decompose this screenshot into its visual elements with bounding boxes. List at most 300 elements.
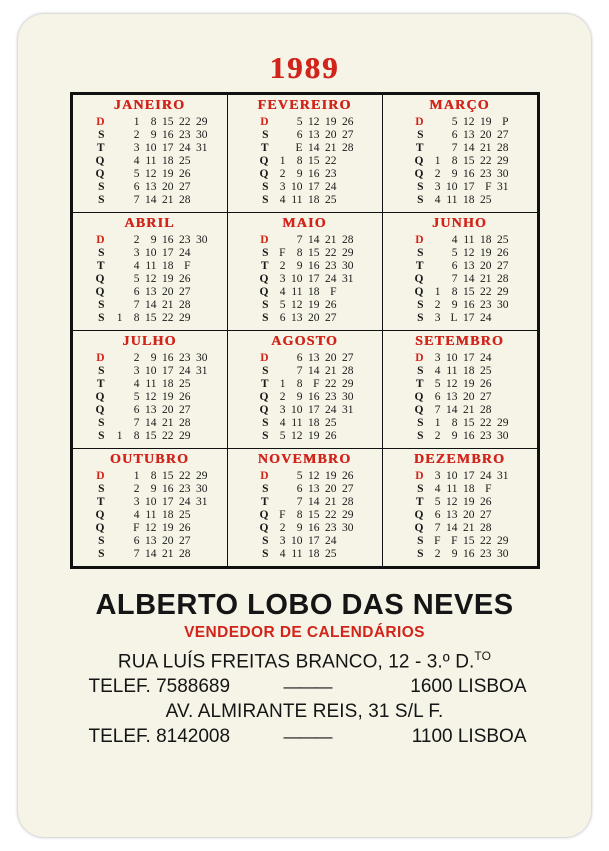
calendar-quarter-row xyxy=(72,331,537,449)
day-cell: F xyxy=(485,181,492,194)
day-cell-empty xyxy=(339,168,356,181)
weekday-label: S xyxy=(98,194,105,207)
weekday-label: S xyxy=(262,181,269,194)
day-cell: 29 xyxy=(179,430,191,443)
day-cell: 5 xyxy=(133,273,140,286)
day-cell: 7 xyxy=(434,522,441,535)
day-cell: 2 xyxy=(279,391,286,404)
day-cell: 6 xyxy=(279,312,286,325)
day-cell: 16 xyxy=(162,483,174,496)
day-cell: 1 xyxy=(434,417,441,430)
day-cell: 1 xyxy=(133,116,140,129)
day-cell: 17 xyxy=(162,365,174,378)
day-cell: 23 xyxy=(325,391,337,404)
month-agosto xyxy=(228,331,382,448)
day-cell: 2 xyxy=(434,168,441,181)
day-cell: 22 xyxy=(325,155,337,168)
day-cell: F xyxy=(184,260,191,273)
day-cell: 23 xyxy=(325,168,337,181)
day-cell-empty xyxy=(108,365,125,378)
day-cell: 20 xyxy=(325,352,337,365)
day-cell: 13 xyxy=(145,535,157,548)
vendor-name: ALBERTO LOBO DAS NEVES xyxy=(95,589,514,621)
weekday-row xyxy=(90,142,210,155)
weekday-row xyxy=(90,168,210,181)
day-cell-empty xyxy=(193,430,210,443)
day-cell: 12 xyxy=(463,247,475,260)
day-cell: 11 xyxy=(145,509,157,522)
address-line-1 xyxy=(18,649,591,673)
month-setembro xyxy=(383,331,537,448)
calendar-card xyxy=(18,14,591,837)
day-cell: 11 xyxy=(446,194,458,207)
day-cell: 29 xyxy=(497,286,509,299)
day-cell: 22 xyxy=(480,535,492,548)
day-cell: F xyxy=(330,286,337,299)
weekday-row xyxy=(90,260,210,273)
day-cell: 16 xyxy=(162,352,174,365)
weekday-row xyxy=(409,247,511,260)
weekday-row xyxy=(254,483,356,496)
weekday-label: Q xyxy=(414,168,424,181)
day-cell: 13 xyxy=(463,260,475,273)
day-cell: 28 xyxy=(497,142,509,155)
weekday-row xyxy=(254,155,356,168)
day-cell: 7 xyxy=(451,273,458,286)
day-cell: 19 xyxy=(480,116,492,129)
weekday-row xyxy=(254,404,356,417)
day-cell: 17 xyxy=(162,496,174,509)
day-cell: 9 xyxy=(296,391,303,404)
weekday-label: D xyxy=(415,352,424,365)
day-cell-empty xyxy=(193,522,210,535)
day-cell: 28 xyxy=(342,234,354,247)
weekday-row xyxy=(90,548,210,561)
day-cell: 9 xyxy=(451,168,458,181)
day-cell: 2 xyxy=(434,548,441,561)
weekday-label: S xyxy=(262,247,269,260)
day-cell: 8 xyxy=(296,247,303,260)
month-junho xyxy=(383,213,537,330)
day-cell-empty xyxy=(108,168,125,181)
weekday-label: S xyxy=(98,548,105,561)
day-cell: 3 xyxy=(133,142,140,155)
day-cell: 2 xyxy=(279,522,286,535)
month-cell xyxy=(227,449,382,567)
weekday-row xyxy=(90,129,210,142)
day-cell: 21 xyxy=(463,522,475,535)
month-days-grid xyxy=(254,116,356,207)
weekday-row xyxy=(409,496,511,509)
day-cell: 24 xyxy=(480,312,492,325)
day-cell-empty xyxy=(494,496,511,509)
month-days-grid xyxy=(409,352,511,443)
day-cell: 2 xyxy=(279,168,286,181)
day-cell: 21 xyxy=(325,234,337,247)
weekday-label: S xyxy=(417,535,424,548)
weekday-label: Q xyxy=(95,168,105,181)
day-cell: 23 xyxy=(480,430,492,443)
weekday-label: S xyxy=(417,548,424,561)
day-cell: 27 xyxy=(179,181,191,194)
day-cell: 8 xyxy=(133,312,140,325)
day-cell-empty xyxy=(271,129,288,142)
address-line-1-sup: TO xyxy=(474,649,492,663)
day-cell: 17 xyxy=(463,352,475,365)
day-cell: 1 xyxy=(434,286,441,299)
day-cell: 29 xyxy=(497,417,509,430)
day-cell-empty xyxy=(108,299,125,312)
weekday-label: D xyxy=(96,470,105,483)
day-cell: 4 xyxy=(279,194,286,207)
month-janeiro xyxy=(73,95,227,212)
weekday-row xyxy=(254,194,356,207)
day-cell: 24 xyxy=(179,247,191,260)
weekday-label: Q xyxy=(414,509,424,522)
day-cell: 31 xyxy=(497,181,509,194)
day-cell-empty xyxy=(339,286,356,299)
day-cell: 22 xyxy=(480,417,492,430)
day-cell: 11 xyxy=(291,286,303,299)
month-cell xyxy=(227,95,382,213)
day-cell: 1 xyxy=(116,430,123,443)
day-cell: 19 xyxy=(325,116,337,129)
day-cell: 29 xyxy=(196,116,208,129)
day-cell-empty xyxy=(193,181,210,194)
weekday-row xyxy=(409,181,511,194)
day-cell: 7 xyxy=(296,234,303,247)
day-cell-empty xyxy=(193,378,210,391)
month-days-grid xyxy=(90,352,210,443)
weekday-row xyxy=(90,299,210,312)
weekday-label: S xyxy=(98,430,105,443)
day-cell: 10 xyxy=(145,365,157,378)
day-cell: 14 xyxy=(145,299,157,312)
day-cell: 11 xyxy=(145,260,157,273)
day-cell: 21 xyxy=(480,142,492,155)
day-cell: 13 xyxy=(463,129,475,142)
weekday-label: T xyxy=(260,378,269,391)
day-cell: 24 xyxy=(325,535,337,548)
month-cell xyxy=(72,331,227,449)
day-cell: 13 xyxy=(291,312,303,325)
day-cell: 26 xyxy=(179,168,191,181)
day-cell: 14 xyxy=(308,365,320,378)
day-cell: 2 xyxy=(133,129,140,142)
weekday-row xyxy=(90,116,210,129)
weekday-row xyxy=(90,430,210,443)
day-cell: 30 xyxy=(497,168,509,181)
day-cell: 17 xyxy=(463,181,475,194)
day-cell-empty xyxy=(108,470,125,483)
day-cell: 16 xyxy=(162,234,174,247)
day-cell-empty xyxy=(426,116,443,129)
day-cell: 24 xyxy=(480,352,492,365)
weekday-row xyxy=(90,247,210,260)
day-cell: 14 xyxy=(446,522,458,535)
day-cell-empty xyxy=(339,430,356,443)
vendor-subtitle: VENDEDOR DE CALENDÁRIOS xyxy=(184,624,425,641)
day-cell: 15 xyxy=(308,509,320,522)
weekday-row xyxy=(409,548,511,561)
day-cell-empty xyxy=(193,273,210,286)
day-cell: 24 xyxy=(179,365,191,378)
day-cell: 22 xyxy=(179,470,191,483)
day-cell-empty xyxy=(108,378,125,391)
day-cell: 2 xyxy=(434,299,441,312)
day-cell: 17 xyxy=(308,273,320,286)
day-cell: 10 xyxy=(291,181,303,194)
weekday-row xyxy=(409,391,511,404)
calendar-quarter-row xyxy=(72,449,537,567)
day-cell: 31 xyxy=(342,404,354,417)
day-cell: 29 xyxy=(342,247,354,260)
day-cell-empty xyxy=(339,194,356,207)
day-cell: 5 xyxy=(451,116,458,129)
day-cell-empty xyxy=(193,417,210,430)
day-cell: 17 xyxy=(308,535,320,548)
month-cell xyxy=(72,95,227,213)
day-cell: 9 xyxy=(296,168,303,181)
weekday-label: S xyxy=(262,483,269,496)
weekday-label: S xyxy=(98,312,105,325)
day-cell-empty xyxy=(108,483,125,496)
weekday-label: Q xyxy=(259,509,269,522)
day-cell: 12 xyxy=(308,116,320,129)
month-abril xyxy=(73,213,227,330)
day-cell-empty xyxy=(271,234,288,247)
weekday-label: S xyxy=(417,247,424,260)
day-cell: 9 xyxy=(150,483,157,496)
day-cell: 30 xyxy=(196,352,208,365)
day-cell: 25 xyxy=(325,548,337,561)
day-cell: 18 xyxy=(308,286,320,299)
day-cell: 5 xyxy=(133,168,140,181)
day-cell: 21 xyxy=(325,365,337,378)
day-cell: 30 xyxy=(497,548,509,561)
day-cell: 14 xyxy=(308,496,320,509)
day-cell: 10 xyxy=(145,142,157,155)
day-cell: 16 xyxy=(308,168,320,181)
day-cell: 19 xyxy=(162,168,174,181)
day-cell: 28 xyxy=(179,299,191,312)
weekday-row xyxy=(409,378,511,391)
day-cell: 3 xyxy=(279,273,286,286)
weekday-label: Q xyxy=(414,404,424,417)
day-cell: 16 xyxy=(463,299,475,312)
day-cell: 6 xyxy=(296,483,303,496)
day-cell: 25 xyxy=(325,194,337,207)
day-cell: 21 xyxy=(162,548,174,561)
weekday-row xyxy=(90,365,210,378)
phone-1: TELEF. 7588689 xyxy=(88,676,231,698)
day-cell: 15 xyxy=(145,430,157,443)
day-cell: 28 xyxy=(342,496,354,509)
day-cell: 14 xyxy=(145,417,157,430)
month-maio xyxy=(228,213,382,330)
day-cell: 30 xyxy=(196,129,208,142)
day-cell: 20 xyxy=(325,483,337,496)
day-cell: 1 xyxy=(133,470,140,483)
month-name: FEVEREIRO xyxy=(257,98,352,113)
day-cell: 30 xyxy=(196,234,208,247)
day-cell: 23 xyxy=(325,260,337,273)
day-cell: 10 xyxy=(291,535,303,548)
day-cell: 25 xyxy=(480,365,492,378)
weekday-row xyxy=(254,260,356,273)
day-cell: 16 xyxy=(162,129,174,142)
day-cell: 26 xyxy=(179,273,191,286)
day-cell: 27 xyxy=(480,509,492,522)
day-cell: 4 xyxy=(133,509,140,522)
weekday-label: S xyxy=(98,535,105,548)
day-cell: 17 xyxy=(463,312,475,325)
day-cell: 27 xyxy=(497,129,509,142)
day-cell: 23 xyxy=(179,129,191,142)
month-days-grid xyxy=(409,116,511,207)
day-cell: 25 xyxy=(480,194,492,207)
weekday-row xyxy=(409,430,511,443)
month-name: MARÇO xyxy=(429,98,490,113)
weekday-row xyxy=(409,509,511,522)
day-cell: 20 xyxy=(162,404,174,417)
day-cell: 30 xyxy=(342,522,354,535)
weekday-label: S xyxy=(262,194,269,207)
day-cell: 20 xyxy=(162,286,174,299)
day-cell: 31 xyxy=(196,142,208,155)
day-cell: 26 xyxy=(480,378,492,391)
day-cell: 19 xyxy=(308,299,320,312)
month-name: DEZEMBRO xyxy=(413,452,506,467)
weekday-row xyxy=(409,129,511,142)
day-cell: 18 xyxy=(308,417,320,430)
day-cell: 15 xyxy=(463,417,475,430)
day-cell: 8 xyxy=(451,417,458,430)
day-cell: 29 xyxy=(497,155,509,168)
weekday-row xyxy=(409,168,511,181)
day-cell: 13 xyxy=(145,181,157,194)
day-cell: 13 xyxy=(446,391,458,404)
day-cell: 13 xyxy=(308,483,320,496)
weekday-row xyxy=(90,286,210,299)
month-novembro xyxy=(228,449,382,566)
day-cell: 15 xyxy=(308,247,320,260)
day-cell: 9 xyxy=(150,352,157,365)
day-cell: P xyxy=(502,116,509,129)
day-cell: 13 xyxy=(145,286,157,299)
day-cell: 11 xyxy=(291,194,303,207)
weekday-row xyxy=(409,194,511,207)
weekday-row xyxy=(254,535,356,548)
day-cell: 16 xyxy=(463,430,475,443)
day-cell: 28 xyxy=(179,194,191,207)
weekday-label: S xyxy=(262,417,269,430)
day-cell: 10 xyxy=(446,470,458,483)
day-cell: 3 xyxy=(279,181,286,194)
day-cell: 6 xyxy=(133,535,140,548)
city-1: 1600 LISBOA xyxy=(410,676,527,698)
day-cell: 25 xyxy=(497,234,509,247)
day-cell: 11 xyxy=(446,365,458,378)
weekday-row xyxy=(409,352,511,365)
day-cell: 12 xyxy=(291,299,303,312)
month-days-grid xyxy=(90,116,210,207)
month-name: JANEIRO xyxy=(113,98,186,113)
day-cell: 1 xyxy=(279,378,286,391)
month-cell xyxy=(72,449,227,567)
day-cell: 14 xyxy=(446,404,458,417)
day-cell: 24 xyxy=(480,470,492,483)
weekday-row xyxy=(90,404,210,417)
day-cell: 16 xyxy=(308,260,320,273)
day-cell: 30 xyxy=(342,391,354,404)
weekday-row xyxy=(90,535,210,548)
weekday-row xyxy=(90,352,210,365)
day-cell-empty xyxy=(271,496,288,509)
weekday-label: D xyxy=(96,352,105,365)
day-cell: 14 xyxy=(463,142,475,155)
month-cell xyxy=(227,213,382,331)
day-cell-empty xyxy=(108,234,125,247)
day-cell: 30 xyxy=(342,260,354,273)
day-cell-empty xyxy=(339,312,356,325)
day-cell-empty xyxy=(339,535,356,548)
weekday-row xyxy=(90,234,210,247)
weekday-row xyxy=(254,273,356,286)
weekday-label: D xyxy=(96,234,105,247)
day-cell: 19 xyxy=(162,391,174,404)
day-cell: 6 xyxy=(133,404,140,417)
day-cell-empty xyxy=(108,116,125,129)
weekday-row xyxy=(90,470,210,483)
day-cell: 4 xyxy=(279,548,286,561)
weekday-row xyxy=(254,247,356,260)
day-cell: 1 xyxy=(434,155,441,168)
day-cell: 14 xyxy=(308,234,320,247)
day-cell: 12 xyxy=(291,430,303,443)
month-name: NOVEMBRO xyxy=(257,452,352,467)
day-cell: 31 xyxy=(196,365,208,378)
day-cell: 22 xyxy=(162,312,174,325)
weekday-label: Q xyxy=(259,391,269,404)
day-cell: 11 xyxy=(291,417,303,430)
day-cell: 23 xyxy=(179,483,191,496)
day-cell-empty xyxy=(193,286,210,299)
day-cell: 15 xyxy=(463,535,475,548)
day-cell: L xyxy=(450,312,458,325)
day-cell: 8 xyxy=(133,430,140,443)
weekday-label: S xyxy=(262,299,269,312)
day-cell: 22 xyxy=(480,286,492,299)
day-cell: 27 xyxy=(179,535,191,548)
day-cell: 25 xyxy=(179,509,191,522)
day-cell-empty xyxy=(494,194,511,207)
day-cell: 11 xyxy=(463,234,475,247)
day-cell: 5 xyxy=(434,378,441,391)
day-cell: 7 xyxy=(296,365,303,378)
weekday-row xyxy=(90,483,210,496)
weekday-label: S xyxy=(417,194,424,207)
day-cell-empty xyxy=(494,509,511,522)
day-cell: 4 xyxy=(133,378,140,391)
day-cell: 22 xyxy=(325,247,337,260)
city-2: 1100 LISBOA xyxy=(411,726,527,748)
day-cell: 18 xyxy=(480,234,492,247)
weekday-row xyxy=(409,273,511,286)
day-cell: 14 xyxy=(308,142,320,155)
day-cell: 23 xyxy=(179,234,191,247)
contact-row-2 xyxy=(18,726,591,748)
